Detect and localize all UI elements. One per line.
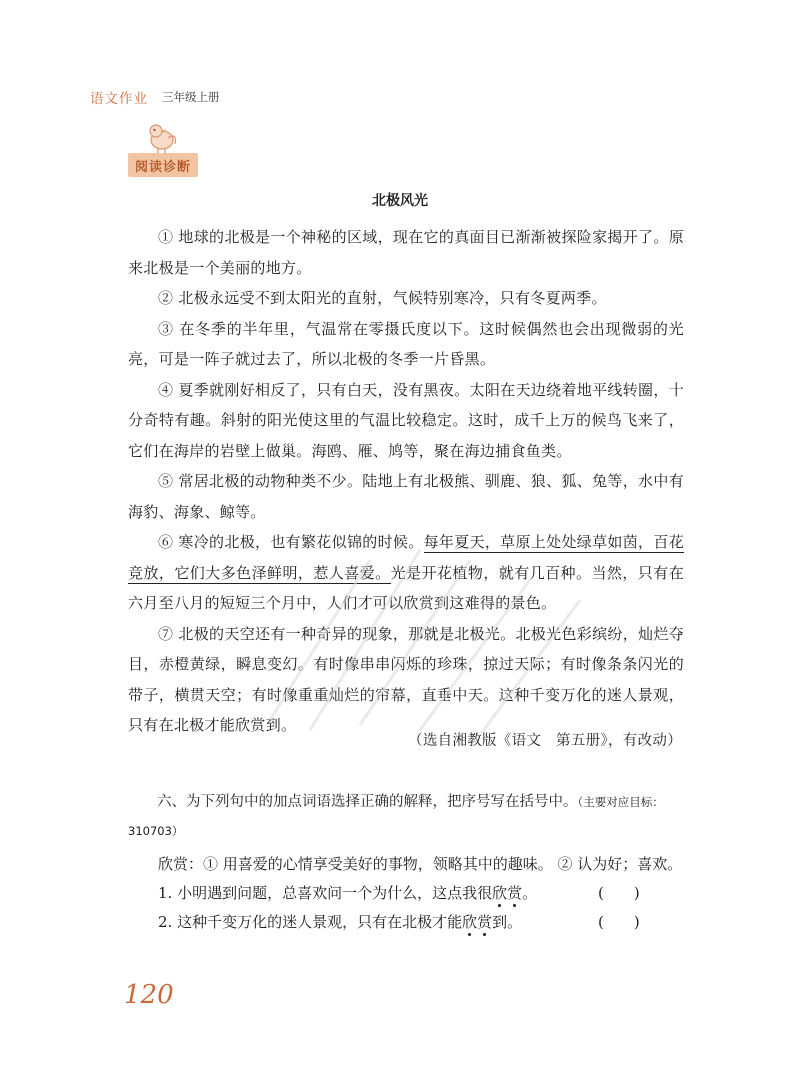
dotted-word (492, 884, 522, 902)
paragraph-2: ② 北极永远受不到太阳光的直射，气候特别寒冷，只有冬夏两季。 (158, 289, 607, 307)
subject-label: 语文作业 (90, 91, 148, 107)
question-note: （主要对应目标：310703） (128, 795, 664, 838)
answer-bracket[interactable]: ( ) (598, 913, 640, 931)
paragraph-4: ④ 夏季就刚好相反了，只有白天，没有黑夜。太阳在天边绕着地平线转圈，十分奇特有趣。斜射的阳光使这里的气温比较稳定。这时，成千上万的候鸟飞来了，它们在海岸的岩壁上做巢。海鸥、雁、鸠等，聚在海边捕食鱼类。 (128, 380, 684, 460)
question-section (128, 788, 688, 937)
dotted-char: 赏 (477, 913, 493, 931)
paragraph-6 (128, 527, 684, 619)
item-text-before: 1. 小明遇到问题，总喜欢问一个为什么，这点我很 (158, 884, 493, 902)
source-citation: （选自湘教版《语文 第五册》，有改动） (408, 733, 682, 749)
page-header (90, 87, 220, 107)
article-title: 北极风光 (372, 193, 428, 209)
item-text-before: 2. 这种千变万化的迷人景观，只有在北极才能 (158, 913, 463, 931)
dotted-char: 赏 (507, 884, 523, 902)
page-number: 120 (124, 980, 174, 1010)
article-body (128, 222, 684, 741)
question-item-text (128, 908, 598, 937)
word-definition: 欣赏：① 用喜爱的心情享受美好的事物，领略其中的趣味。 ② 认为好；喜欢。 (158, 855, 683, 873)
underlined-sentence: 每年夏天，草原上处处绿草如茵，百花竞放，它们大多色泽鲜明，惹人喜爱。 (128, 533, 685, 582)
grade-label: 三年级上册 (162, 90, 220, 104)
dotted-word (462, 913, 492, 931)
dotted-char: 欣 (492, 884, 508, 902)
item-text-after: 到。 (492, 913, 523, 931)
paragraph-5: ⑤ 常居北极的动物种类不少。陆地上有北极熊、驯鹿、狼、狐、兔等，水中有海豹、海象、鲸等。 (128, 472, 684, 521)
item-text-after: 。 (522, 884, 538, 902)
question-item (128, 908, 688, 937)
question-title (128, 788, 688, 846)
paragraph-6-end: 光是开花植物，就有几百种。当然，只有在六月至八月的短短三个月中，人们才可以欣赏到这难得的景色。 (128, 563, 684, 612)
question-title-text: 六、为下列句中的加点词语选择正确的解释，把序号写在括号中。 (157, 794, 578, 810)
paragraph-6-start: ⑥ 寒冷的北极，也有繁花似锦的时候。 (158, 533, 424, 551)
section-label: 阅读诊断 (128, 153, 198, 177)
question-item-text (128, 879, 598, 908)
question-item (128, 879, 688, 908)
paragraph-3: ③ 在冬季的半年里，气温常在零摄氏度以下。这时候偶然也会出现微弱的光亮，可是一阵子就过去了，所以北极的冬季一片昏黑。 (128, 319, 684, 368)
paragraph-7: ⑦ 北极的天空还有一种奇异的现象，那就是北极光。北极光色彩缤纷，灿烂夺目，赤橙黄绿，瞬息变幻。有时像串串闪烁的珍珠，掠过天际；有时像条条闪光的带子，横贯天空；有时像重重灿烂的帘幕，直垂中天。这种千变万化的迷人景观，只有在北极才能欣赏到。 (128, 624, 684, 734)
paragraph-1: ① 地球的北极是一个神秘的区域，现在它的真面目已渐渐被探险家揭开了。原来北极是一个美丽的地方。 (128, 228, 684, 277)
bird-icon (142, 120, 182, 154)
dotted-char: 欣 (462, 913, 478, 931)
answer-bracket[interactable]: ( ) (598, 884, 640, 902)
